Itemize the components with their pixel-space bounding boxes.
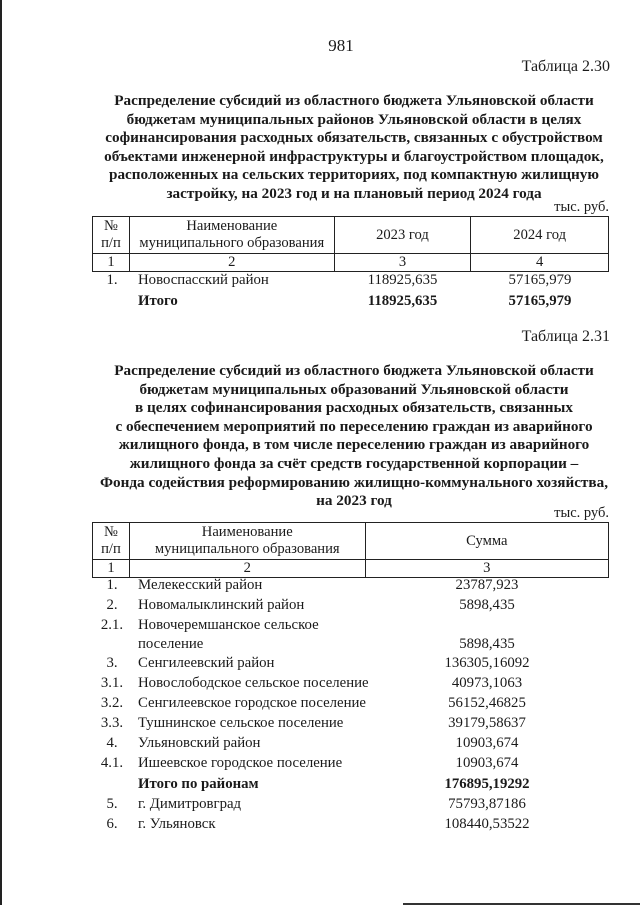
table-row <box>92 577 609 597</box>
row-name: Новоспасский район <box>138 272 269 288</box>
title-line: софинансирования расходных обязательств, связанных с обустройством <box>105 129 603 147</box>
header-num: № п/п <box>93 217 130 254</box>
row-name: Ишеевское городское поселение <box>138 755 343 771</box>
row-sum: 136305,16092 <box>444 655 530 671</box>
title-line: застройку, на 2023 год и на плановый период 2024 года <box>166 184 542 202</box>
title-line: жилищного фонда за счёт средств государственной корпорации – <box>129 454 579 472</box>
col-number: 3 <box>334 254 471 272</box>
col-number: 1 <box>93 254 130 272</box>
row-name: Итого <box>138 293 178 309</box>
row-name: Итого по районам <box>138 776 259 792</box>
row-name: Новослободское сельское поселение <box>138 675 369 691</box>
row-num: 3. <box>106 655 118 671</box>
page-number: 981 <box>328 36 354 55</box>
row-num: 4. <box>106 735 118 751</box>
row-num: 2.1. <box>100 617 124 633</box>
row-sum: 75793,87186 <box>448 796 526 812</box>
row-sum: 176895,19292 <box>444 776 530 792</box>
units-label: тыс. руб. <box>554 199 609 215</box>
table-label-2-30: Таблица 2.30 <box>521 58 610 75</box>
table-row <box>92 675 609 695</box>
title-line: бюджетам муниципальных районов Ульяновской области в целях <box>126 110 582 128</box>
table-row <box>92 617 609 657</box>
row-name: Ульяновский район <box>138 735 261 751</box>
title-line: Распределение субсидий из областного бюджета Ульяновской области <box>114 92 594 109</box>
header-2023: 2023 год <box>334 217 471 254</box>
units-label: тыс. руб. <box>554 505 609 521</box>
row-name: Сенгилеевский район <box>138 655 275 671</box>
row-name: Новомалыклинский район <box>138 597 305 613</box>
table-row <box>92 272 609 292</box>
row-name: Сенгилеевское городское поселение <box>138 695 367 711</box>
title-line: расположенных на сельских территориях, под компактную жилищную <box>109 166 599 184</box>
row-num: 3.2. <box>100 695 124 711</box>
header-num: № п/п <box>93 523 130 560</box>
title-line: в целях софинансирования расходных обязательств, связанных <box>135 399 573 417</box>
row-sum: 108440,53522 <box>444 816 530 832</box>
header-sum: Сумма <box>365 523 608 560</box>
row-2024: 57165,979 <box>508 293 572 309</box>
row-name: г. Ульяновск <box>138 816 216 832</box>
table-row <box>92 735 609 755</box>
row-sum: 39179,58637 <box>448 715 526 731</box>
row-sum: 10903,674 <box>455 755 519 771</box>
table-header-2-30 <box>92 216 609 272</box>
scan-edge-left <box>0 0 2 905</box>
title-line: Распределение субсидий из областного бюджета Ульяновской области <box>114 362 594 379</box>
row-sum: 56152,46825 <box>448 695 526 711</box>
row-num: 4.1. <box>100 755 124 771</box>
title-line: объектами инженерной инфраструктуры и благоустройством площадок, <box>104 147 604 165</box>
table-label-2-31: Таблица 2.31 <box>521 328 610 345</box>
row-sum: 23787,923 <box>455 577 519 593</box>
title-line: с обеспечением мероприятий по переселению граждан из аварийного <box>115 417 593 435</box>
table-row <box>92 655 609 675</box>
row-num: 5. <box>106 796 118 812</box>
table-row <box>92 715 609 735</box>
row-name: Тушнинское сельское поселение <box>138 715 344 731</box>
row-sum: 10903,674 <box>455 735 519 751</box>
table-row <box>92 597 609 617</box>
table-row <box>92 755 609 775</box>
table-title-2-31 <box>96 362 612 511</box>
row-num: 6. <box>106 816 118 832</box>
row-2024: 57165,979 <box>508 272 572 288</box>
row-sum: 5898,435 <box>459 597 515 613</box>
row-name-cont: поселение <box>138 636 204 652</box>
col-number: 4 <box>471 254 609 272</box>
title-line: жилищного фонда, в том числе переселению граждан из аварийного <box>118 436 590 454</box>
table-row-total <box>92 293 609 313</box>
table-row <box>92 796 609 816</box>
col-number: 2 <box>129 560 365 578</box>
table-title-2-30 <box>96 92 612 204</box>
row-2023: 118925,635 <box>367 272 438 288</box>
col-number: 2 <box>129 254 334 272</box>
header-name: Наименование муниципального образования <box>129 523 365 560</box>
row-2023: 118925,635 <box>367 293 438 309</box>
row-num: 1. <box>106 272 118 288</box>
header-name: Наименование муниципального образования <box>129 217 334 254</box>
row-num: 2. <box>106 597 118 613</box>
table-row-subtotal <box>92 776 609 796</box>
header-2024: 2024 год <box>471 217 609 254</box>
row-name: Новочеремшанское сельское <box>138 617 319 633</box>
col-number: 3 <box>365 560 608 578</box>
col-number: 1 <box>93 560 130 578</box>
row-sum: 40973,1063 <box>451 675 523 691</box>
title-line: на 2023 год <box>316 492 392 510</box>
title-line: Фонда содействия реформированию жилищно-коммунального хозяйства, <box>99 473 608 491</box>
row-num: 3.3. <box>100 715 124 731</box>
row-num: 3.1. <box>100 675 124 691</box>
title-line: бюджетам муниципальных образований Ульяновской области <box>139 380 569 398</box>
table-row <box>92 695 609 715</box>
table-header-2-31 <box>92 522 609 578</box>
row-name: Мелекесский район <box>138 577 263 593</box>
row-num: 1. <box>106 577 118 593</box>
row-name: г. Димитровград <box>138 796 242 812</box>
table-row <box>92 816 609 836</box>
row-sum: 5898,435 <box>459 636 515 652</box>
